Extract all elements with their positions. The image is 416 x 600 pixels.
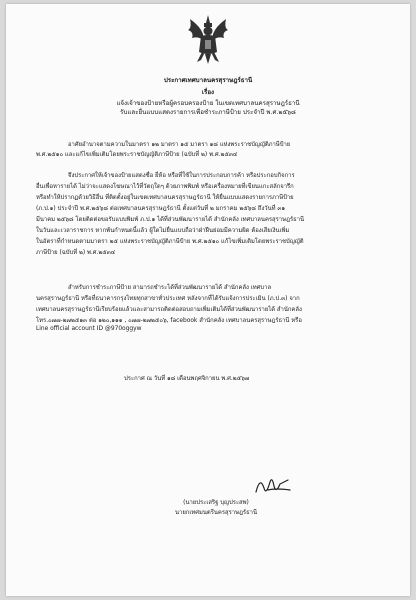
signatory-name: (นายประเสริฐ บุญประสพ) bbox=[183, 500, 249, 506]
subject-line: รับและยื่นแบบแสดงรายการเพื่อชำระภาษีป้าย ประจำปี พ.ศ.๒๕๖๘ bbox=[120, 109, 296, 116]
announcement-title: ประกาศเทศบาลนครสุราษฎร์ธานี bbox=[163, 77, 253, 84]
body-line: หรือทำให้ปรากฏด้วยวิธีอื่น ที่ติดตั้งอยู่ในเขตเทศบาลนครสุราษฎร์ธานี ให้ยื่นแบบแสดงรายการภาษีป้าย bbox=[36, 195, 294, 201]
signature-mark bbox=[250, 472, 294, 500]
body-line: (ภ.ป.๑) ประจำปี พ.ศ.๒๕๖๘ ต่อเทศบาลนครสุราษฎร์ธานี ตั้งแต่วันที่ ๒ มกราคม ๒๕๖๘ ถึงวันที่ ๓๑ bbox=[36, 206, 286, 212]
body-line: อื่นเพื่อหารายได้ ไม่ว่าจะแสดงโฆษณาไว้ที่วัตถุใดๆ ด้วยภาพพิมพ์ หรือเครื่องหมายที่เขียนแกะสลักจารึก bbox=[36, 184, 294, 190]
subject-line: แจ้งเจ้าของป้ายหรือผู้ครอบครองป้าย ในเขตเทศบาลนครสุราษฎร์ธานี bbox=[116, 100, 300, 107]
body-line: ภาษีป้าย (ฉบับที่ ๒) พ.ศ.๒๕๓๔ bbox=[36, 250, 116, 256]
body-line: เทศบาลนครสุราษฎร์ธานีเรียบร้อยแล้วและสามารถติดต่อสอบถามเพิ่มเติมได้ที่ส่วนพัฒนารายได้ สำนักคลัง bbox=[36, 307, 302, 313]
announcement-page bbox=[6, 4, 410, 596]
body-line: ในวันและเวลาราชการ หากพ้นกำหนดนี้แล้ว ผู้ใดไม่ยื่นแบบถือว่าฝ่าฝืนย่อมมีความผิด ต้องเสียเงินเพิ่ม bbox=[36, 228, 290, 234]
body-line: ในอัตราที่กำหนดตามมาตรา ๒๕ แห่งพระราชบัญญัติภาษีป้าย พ.ศ.๒๕๑๐ แก้ไขเพิ่มเติมโดยพระราชบัญญัติ bbox=[36, 239, 304, 245]
dateline: ประกาศ ณ วันที่ ๑๘ เดือนพฤศจิกายน พ.ศ.๒๕๖๗ bbox=[124, 376, 250, 382]
body-line: นครสุราษฎร์ธานี หรือที่ธนาคารกรุงไทยทุกสาขาทั่วประเทศ หลังจากที่ได้รับแจ้งการประเมิน (ภ.ป.๓) จาก bbox=[36, 296, 300, 302]
body-line: พ.ศ.๒๕๑๐ และแก้ไขเพิ่มเติมโดยพระราชบัญญัติภาษีป้าย (ฉบับที่ ๒) พ.ศ.๒๕๓๔ bbox=[36, 152, 238, 158]
garuda-emblem-icon bbox=[182, 14, 234, 66]
signatory-position: นายกเทศมนตรีนครสุราษฎร์ธานี bbox=[174, 510, 258, 516]
body-line: โทร.๐๗๗-๒๗๒๕๑๓ ต่อ ๑๒๐,๑๑๑ , ๐๗๗-๒๗๒๕๐๖, facebook สำนักคลัง เทศบาลนครสุราษฎร์ธานี หรือ bbox=[36, 318, 302, 324]
body-line: มีนาคม ๒๕๖๘ โดยติดต่อขอรับแบบพิมพ์ ภ.ป.๑ ได้ที่ส่วนพัฒนารายได้ สำนักคลัง เทศบาลนครสุราษฎร์ธานี bbox=[36, 217, 305, 223]
body-line: อาศัยอำนาจตามความในมาตรา ๑๒ มาตรา ๑๕ มาตรา ๑๘ แห่งพระราชบัญญัติภาษีป้าย bbox=[68, 142, 291, 148]
body-line: Line official account ID @970oggyw bbox=[36, 326, 142, 332]
body-line: จึงประกาศให้เจ้าของป้ายแสดงชื่อ ยี่ห้อ หรือที่ใช้ในการประกอบการค้า หรือประกอบกิจการ bbox=[68, 173, 295, 179]
body-line: สำหรับการชำระภาษีป้าย สามารถชำระได้ที่ส่วนพัฒนารายได้ สำนักคลัง เทศบาล bbox=[68, 285, 272, 291]
subject-label: เรื่อง bbox=[201, 89, 215, 96]
